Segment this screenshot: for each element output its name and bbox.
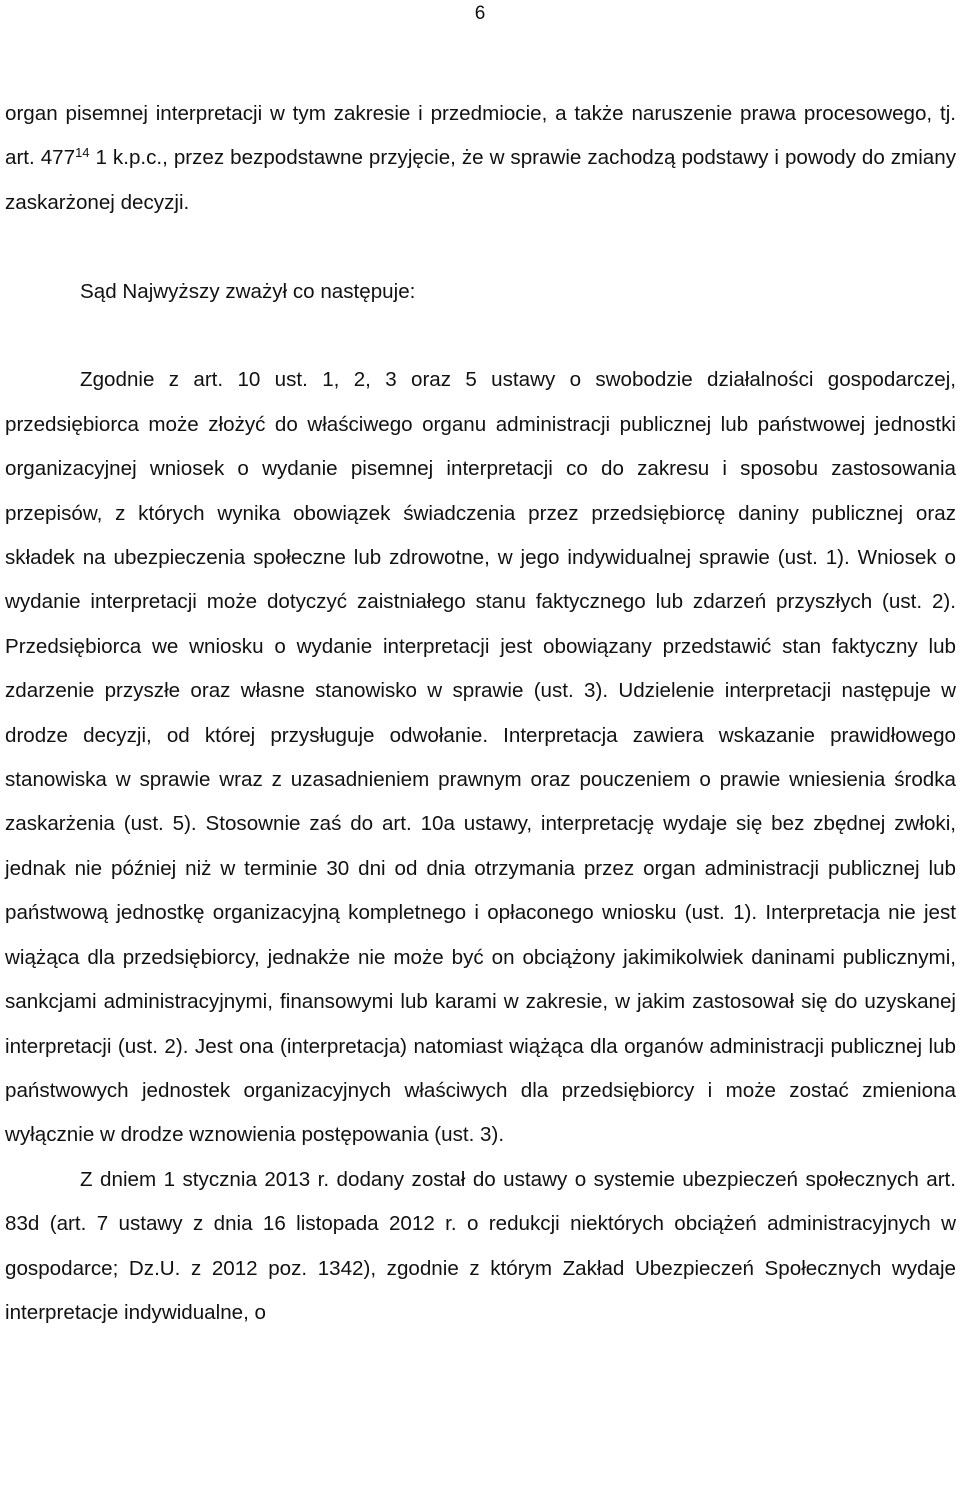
paragraph-court-heading: Sąd Najwyższy zważył co następuje: [80,279,416,303]
paragraph-text: organ pisemnej interpretacji w tym zakresie i przedmiocie, a także naruszenie prawa procesowego, tj. art. 477 [5,102,956,170]
paragraph-appeal-grounds [5,92,956,225]
article-superscript: 14 [75,145,90,161]
page-number: 6 [474,3,486,24]
paragraph-text-continued: 1 k.p.c., przez bezpodstawne przyjęcie, że w sprawie zachodzą podstawy i powody do zmiany zaskarżonej decyzji. [5,146,956,214]
paragraph-legal-analysis: Zgodnie z art. 10 ust. 1, 2, 3 oraz 5 ustawy o swobodzie działalności gospodarczej, przedsiębiorca może złożyć do właściwego organu administracji publicznej lub państwowej jednostki organizacyjnej wniosek o wydanie pisemnej interpretacji co do zakresu i sposobu zastosowania przepisów, z których wynika obowiązek świadczenia przez przedsiębiorcę daniny publicznej oraz składek na ubezpieczenia społeczne lub zdrowotne, w jego indywidualnej sprawie (ust. 1). Wniosek o wydanie interpretacji może dotyczyć zaistniałego stanu faktycznego lub zdarzeń przyszłych (ust. 2). Przedsiębiorca we wniosku o wydanie interpretacji jest obowiązany przedstawić stan faktyczny lub zdarzenie przyszłe oraz własne stanowisko w sprawie (ust. 3). Udzielenie interpretacji następuje w drodze decyzji, od której przysługuje odwołanie. Interpretacja zawiera wskazanie prawidłowego stanowiska w sprawie wraz z uzasadnieniem prawnym oraz pouczeniem o prawie wniesienia środka zaskarżenia (ust. 5). Stosownie zaś do art. 10a ustawy, interpretację wydaje się bez zbędnej zwłoki, jednak nie później niż w terminie 30 dni od dnia otrzymania przez organ administracji publicznej lub państwową jednostkę organizacyjną kompletnego i opłaconego wniosku (ust. 1). Interpretacja nie jest wiążąca dla przedsiębiorcy, jednakże nie może być on obciążony jakimikolwiek daninami publicznymi, sankcjami administracyjnymi, finansowymi lub karami w zakresie, w jakim zastosował się do uzyskanej interpretacji (ust. 2). Jest ona (interpretacja) natomiast wiążąca dla organów administracji publicznej lub państwowych jednostek organizacyjnych właściwych dla przedsiębiorcy i może zostać zmieniona wyłącznie w drodze wznowienia postępowania (ust. 3). [5,368,956,1147]
paragraph-amendment: Z dniem 1 stycznia 2013 r. dodany został do ustawy o systemie ubezpieczeń społecznych art. 83d (art. 7 ustawy z dnia 16 listopada 2012 r. o redukcji niektórych obciążeń administracyjnych w gospodarce; Dz.U. z 2012 poz. 1342), zgodnie z którym Zakład Ubezpieczeń Społecznych wydaje interpretacje indywidualne, o [5,1167,956,1324]
document-body [5,92,956,1335]
